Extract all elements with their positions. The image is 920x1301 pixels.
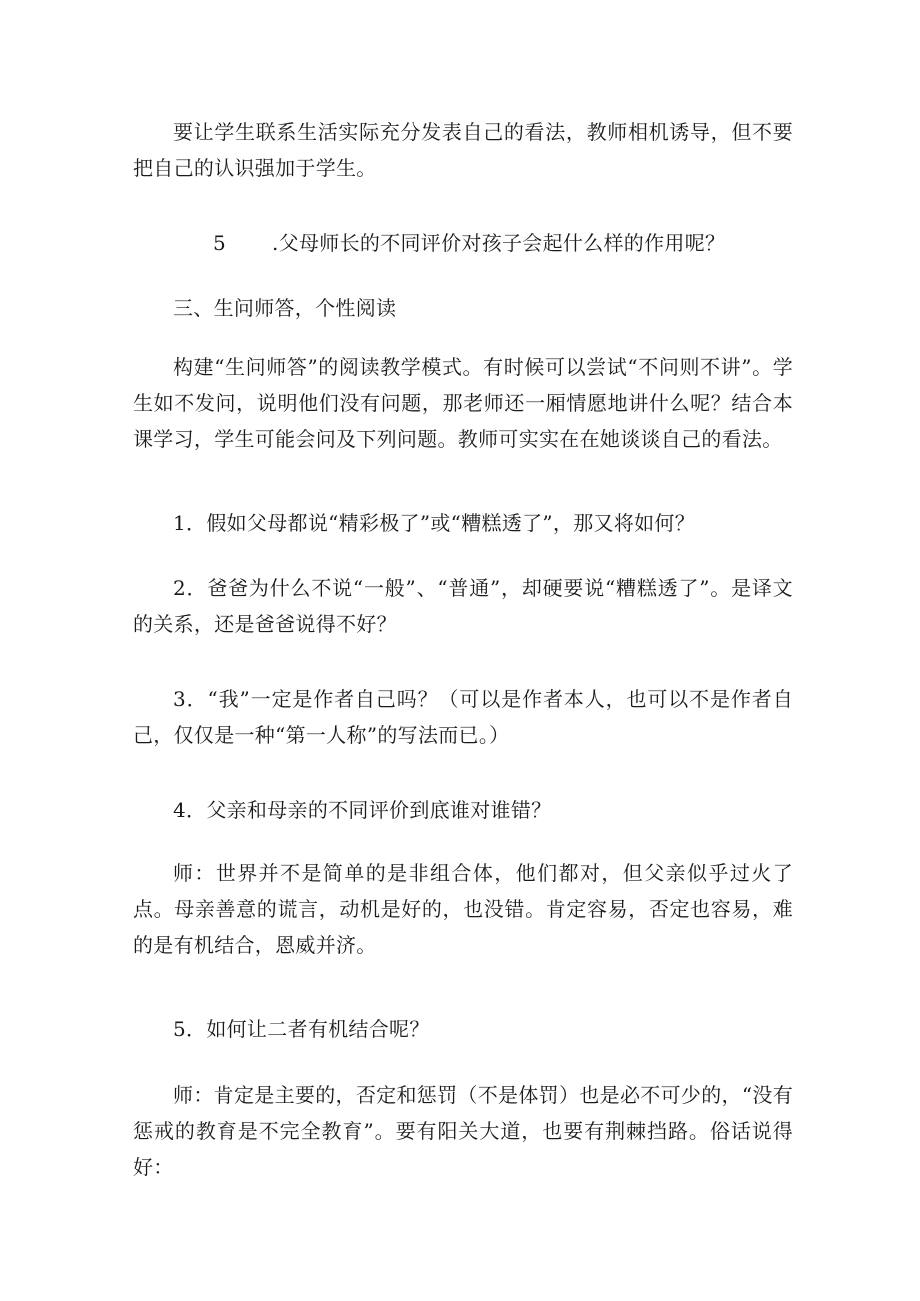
teacher-answer-1: 师：世界并不是简单的是非组合体，他们都对，但父亲似乎过火了点。母亲善意的谎言，动机是好的，也没错。肯定容易，否定也容易，难的是有机结合，恩威并济。	[133, 861, 793, 957]
question-4: 4．父亲和母亲的不同评价到底谁对谁错？	[173, 798, 552, 822]
question-1: 1．假如父母都说“精彩极了”或“糟糕透了”，那又将如何？	[173, 511, 696, 535]
paragraph-4: 构建“生问师答”的阅读教学模式。有时候可以尝试“不问则不讲”。学生如不发问，说明他们没有问题，那老师还一厢情愿地讲什么呢？结合本课学习，学生可能会问及下列问题。教师可实实在在她谈谈自己的看法。	[133, 355, 793, 451]
question-3: 3．“我”一定是作者自己吗？（可以是作者本人，也可以不是作者自己，仅仅是一种“第一人称”的写法而已。）	[133, 687, 793, 747]
paragraph-1: 要让学生联系生活实际充分发表自己的看法，教师相机诱导，但不要把自己的认识强加于学生。	[133, 120, 793, 180]
question-text: .父母师长的不同评价对孩子会起什么样的作用呢？	[272, 231, 726, 255]
paragraph-2-question	[133, 225, 793, 261]
teacher-answer-2: 师：肯定是主要的，否定和惩罚（不是体罚）也是必不可少的，“没有惩戒的教育是不完全教育”。要有阳关大道，也要有荆棘挡路。俗话说得好：	[133, 1083, 793, 1179]
question-number: 5	[213, 231, 227, 255]
question-5: 5．如何让二者有机结合呢？	[173, 1017, 430, 1041]
section-heading: 三、生问师答，个性阅读	[173, 296, 397, 320]
question-2: 2．爸爸为什么不说“一般”、“普通”，却硬要说“糟糕透了”。是译文的关系，还是爸爸说得不好？	[133, 576, 793, 636]
